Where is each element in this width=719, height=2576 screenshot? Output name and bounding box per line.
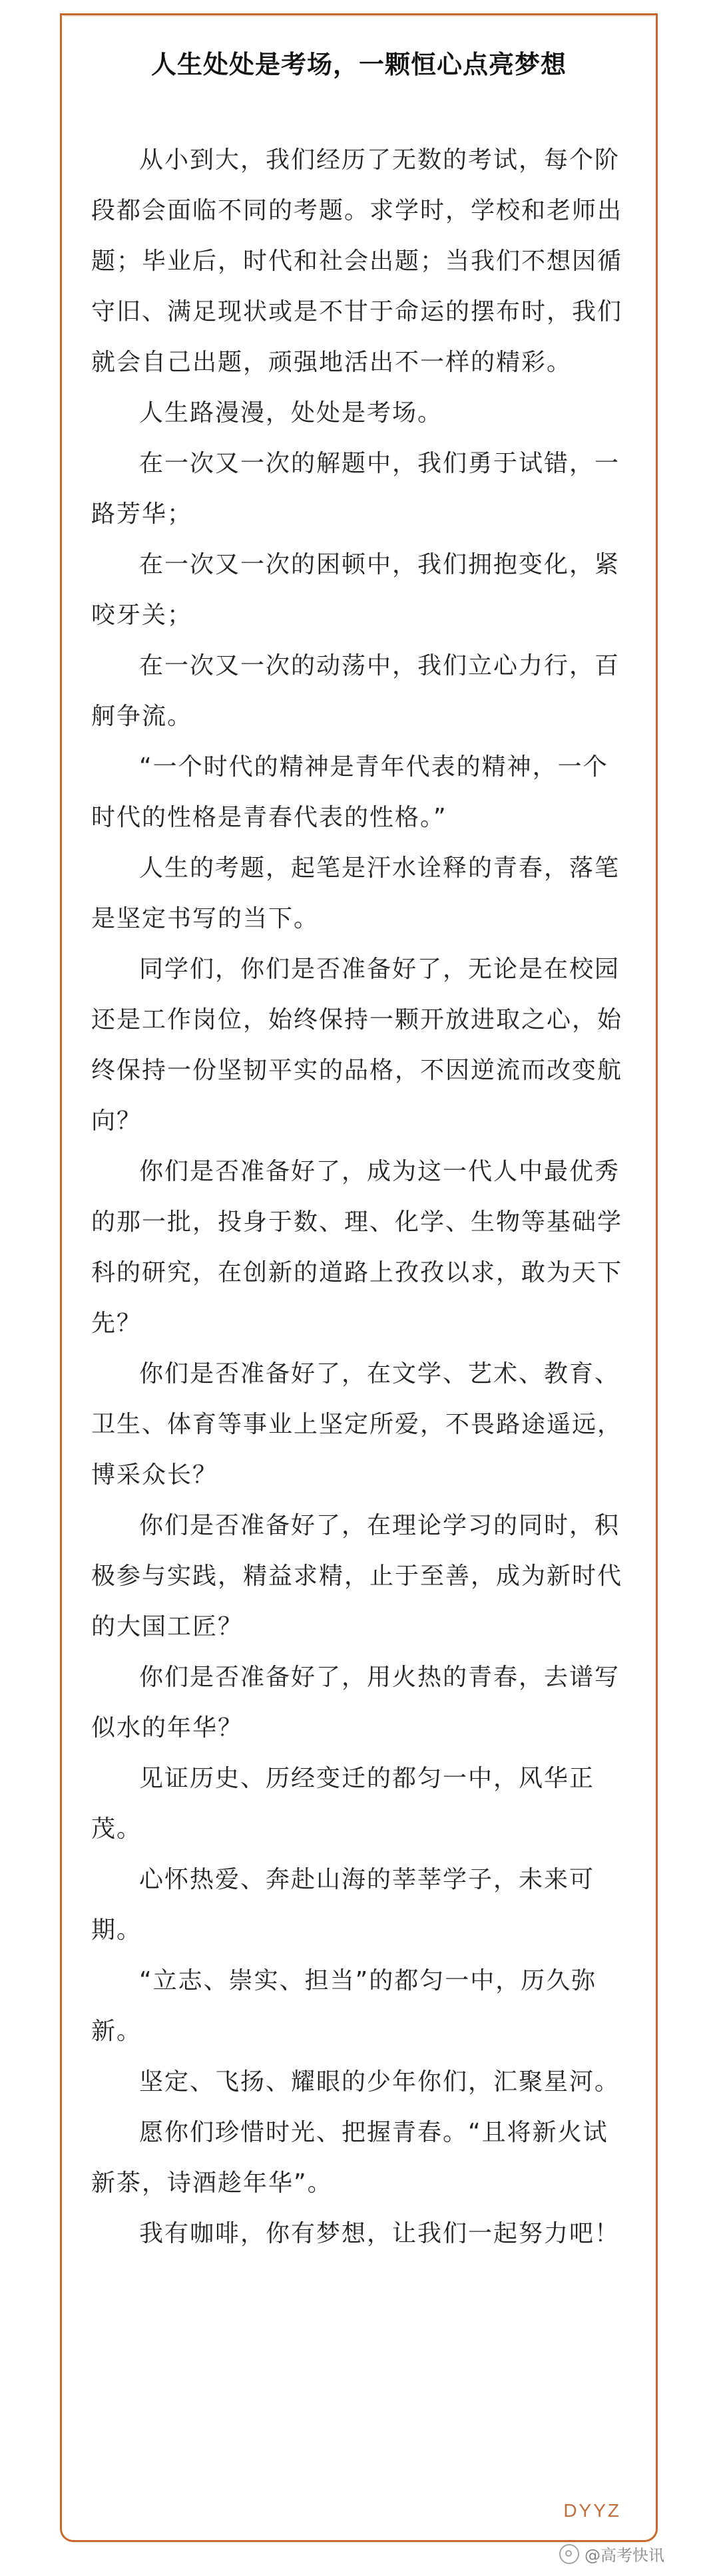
paragraph: 在一次又一次的动荡中，我们立心力行，百舸争流。 bbox=[91, 652, 620, 730]
paragraph: 愿你们珍惜时光、把握青春。“且将新火试新茶，诗酒趁年华”。 bbox=[91, 2119, 608, 2197]
article-title: 人生处处是考场，一颗恒心点亮梦想 bbox=[150, 50, 567, 79]
source-watermark bbox=[559, 2542, 664, 2565]
paragraph: 同学们，你们是否准备好了，无论是在校园还是工作岗位，始终保持一颗开放进取之心，始终保持一份坚韧平实的品格，不因逆流而改变航向？ bbox=[91, 956, 623, 1135]
paragraph: 坚定、飞扬、耀眼的少年你们，汇聚星河。 bbox=[139, 2068, 620, 2096]
paragraph: 见证历史、历经变迁的都匀一中，风华正茂。 bbox=[91, 1765, 595, 1843]
paragraph: “立志、崇实、担当”的都匀一中，历久弥新。 bbox=[91, 1967, 597, 2045]
article-frame bbox=[60, 13, 658, 2542]
watermark-text: @高考快讯 bbox=[585, 2546, 664, 2565]
paragraph: 在一次又一次的困顿中，我们拥抱变化，紧咬牙关； bbox=[91, 551, 620, 629]
article-body bbox=[91, 135, 626, 2259]
paragraph: 你们是否准备好了，用火热的青春，去谱写似水的年华？ bbox=[91, 1664, 620, 1742]
paragraph: 在一次又一次的解题中，我们勇于试错，一路芳华； bbox=[91, 450, 620, 528]
paragraph: 你们是否准备好了，在文学、艺术、教育、卫生、体育等事业上坚定所爱，不畏路途遥远，博采众长？ bbox=[91, 1360, 623, 1489]
paragraph: 人生的考题，起笔是汗水诠释的青春，落笔是坚定书写的当下。 bbox=[91, 854, 620, 932]
paragraph: 你们是否准备好了，在理论学习的同时，积极参与实践，精益求精，止于至善，成为新时代的大国工匠？ bbox=[91, 1512, 623, 1640]
weibo-icon bbox=[559, 2544, 579, 2564]
paragraph: 心怀热爱、奔赴山海的莘莘学子，未来可期。 bbox=[91, 1866, 595, 1944]
paragraph: 从小到大，我们经历了无数的考试，每个阶段都会面临不同的考题。求学时，学校和老师出题；毕业后，时代和社会出题；当我们不想因循守旧、满足现状或是不甘于命运的摆布时，我们就会自己出题，顽强地活出不一样的精彩。 bbox=[91, 146, 623, 376]
paragraph: 我有咖啡，你有梦想，让我们一起努力吧！ bbox=[139, 2220, 620, 2247]
dyyz-mark: DYYZ bbox=[563, 2500, 621, 2521]
paragraph: 人生路漫漫，处处是考场。 bbox=[139, 399, 443, 427]
paragraph: 你们是否准备好了，成为这一代人中最优秀的那一批，投身于数、理、化学、生物等基础学科的研究，在创新的道路上孜孜以求，敢为天下先？ bbox=[91, 1158, 623, 1337]
paragraph: “一个时代的精神是青年代表的精神，一个时代的性格是青春代表的性格。” bbox=[91, 753, 608, 831]
